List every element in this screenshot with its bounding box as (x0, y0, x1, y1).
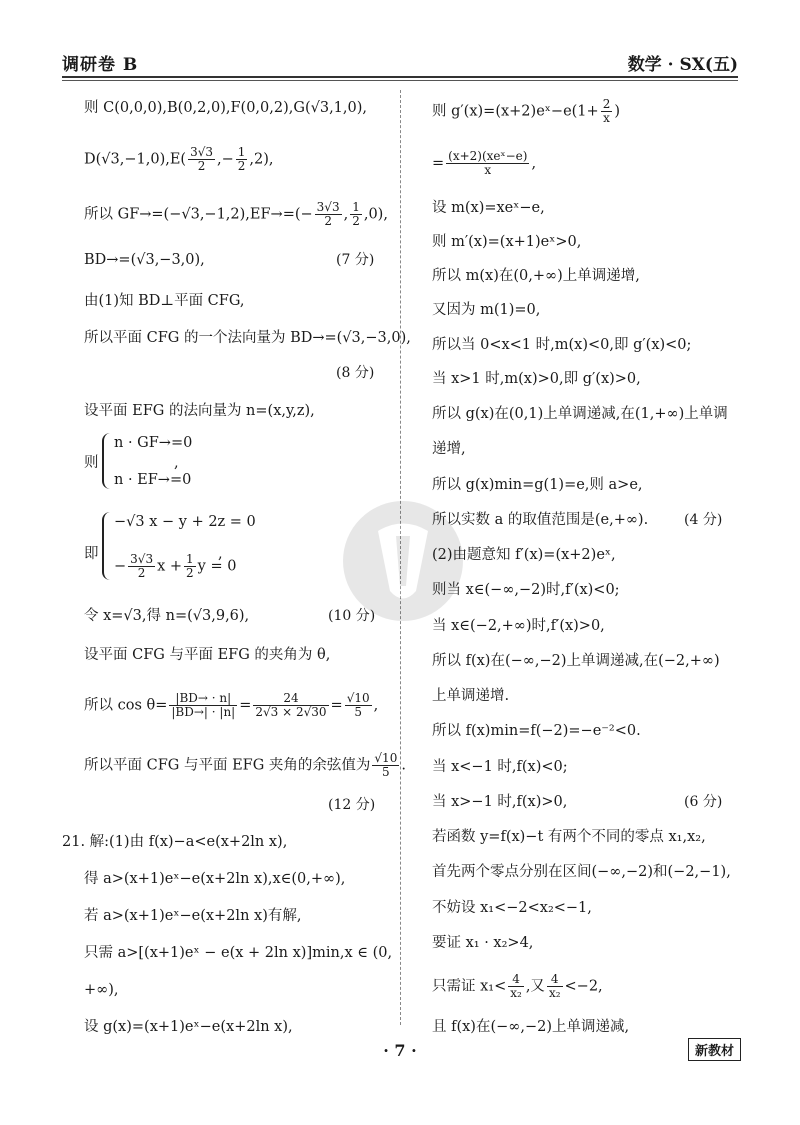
text-line: 则 m′(x)=(x+1)eˣ>0, (432, 234, 582, 250)
text-label: 即 (84, 546, 99, 562)
text-line: 设 g(x)=(x+1)eˣ−e(x+2ln x), (84, 1019, 293, 1035)
text-line: 若函数 y=f(x)−t 有两个不同的零点 x₁,x₂, (432, 829, 706, 845)
text-line (432, 150, 536, 177)
text-line: +∞), (84, 982, 119, 998)
fraction-denominator: x (484, 163, 492, 177)
fraction (188, 146, 215, 173)
score-mark: (6 分) (684, 794, 723, 810)
fraction-numerator: √10 (346, 691, 370, 705)
text-line: 若 a>(x+1)eˣ−e(x+2ln x)有解, (84, 908, 302, 924)
fraction (169, 692, 237, 719)
text-segment: ) (614, 103, 620, 120)
fraction-numerator: 3√3 (130, 552, 154, 566)
header-rule (62, 76, 738, 78)
fraction-numerator: 3√3 (316, 200, 340, 214)
header-title: 调研卷 B (62, 55, 139, 75)
text-segment: ,− (217, 151, 234, 168)
text-line: 则 C(0,0,0),B(0,2,0),F(0,0,2),G(√3,1,0), (84, 100, 368, 116)
text-line: 所以 g(x)在(0,1)上单调递减,在(1,+∞)上单调 (432, 406, 728, 422)
text-label: 则 (84, 455, 99, 471)
text-line: 上单调递增. (432, 688, 510, 704)
fraction-numerator: |BD→ · n| (169, 692, 237, 706)
text-segment: = (432, 155, 445, 172)
fraction-denominator: 5 (382, 765, 390, 779)
fraction-numerator: 2 (602, 97, 611, 111)
fraction (128, 553, 155, 580)
page-header (62, 48, 738, 78)
fraction-numerator: (x+2)(xeˣ−e) (448, 149, 528, 163)
text-line: 首先两个零点分别在区间(−∞,−2)和(−2,−1), (432, 864, 731, 880)
text-line: 21. 解:(1)由 f(x)−a<e(x+2ln x), (62, 834, 288, 850)
score-mark: (7 分) (336, 252, 375, 268)
page-number: · 7 · (383, 1041, 417, 1060)
text-line (432, 98, 620, 125)
text-line: 所以实数 a 的取值范围是(e,+∞). (432, 512, 649, 528)
text-line: 所以平面 CFG 的一个法向量为 BD→=(√3,−3,0), (84, 330, 411, 346)
text-segment: . (401, 757, 406, 774)
text-line: 当 x<−1 时,f(x)<0; (432, 759, 568, 775)
text-segment: , (343, 206, 349, 223)
text-line (84, 146, 274, 173)
text-segment: 所以 GF→=(−√3,−1,2),EF→=(− (84, 206, 313, 223)
text-segment: x + (157, 558, 183, 575)
text-segment: , (531, 155, 537, 172)
fraction (236, 146, 248, 173)
text-segment: = (239, 697, 252, 714)
fraction-denominator: x₂ (510, 986, 522, 1000)
fraction (508, 973, 524, 1000)
text-line: 令 x=√3,得 n=(√3,9,6), (84, 608, 250, 624)
text-line: 所以 f(x)min=f(−2)=−e⁻²<0. (432, 723, 641, 739)
edition-badge: 新教材 (688, 1038, 741, 1061)
text-segment: 所以 cos θ= (84, 697, 168, 714)
fraction-denominator: x (603, 111, 610, 125)
text-segment: = (330, 697, 343, 714)
brace (102, 512, 112, 580)
text-line: 设平面 CFG 与平面 EFG 的夹角为 θ, (84, 647, 331, 663)
text-segment: 则 g′(x)=(x+2)eˣ−e(1+ (432, 103, 599, 120)
fraction (345, 692, 372, 719)
fraction (372, 752, 399, 779)
fraction-denominator: 2 (197, 159, 206, 173)
text-segment: D(√3,−1,0),E( (84, 151, 187, 168)
text-line: 不妨设 x₁<−2<x₂<−1, (432, 900, 592, 916)
text-line: 则当 x∈(−∞,−2)时,f′(x)<0; (432, 582, 620, 598)
text-line: 当 x∈(−2,+∞)时,f′(x)>0, (432, 618, 605, 634)
text-segment: 所以平面 CFG 与平面 EFG 夹角的余弦值为 (84, 757, 371, 774)
fraction (253, 692, 328, 719)
fraction-denominator: 5 (354, 705, 362, 719)
score-mark: (10 分) (328, 608, 376, 624)
text-segment: 只需证 x₁< (432, 978, 507, 995)
text-line: 所以 f(x)在(−∞,−2)上单调递减,在(−2,+∞) (432, 653, 720, 669)
fraction-denominator: 2 (324, 214, 332, 228)
header-rule-thin (62, 80, 738, 81)
fraction (350, 201, 362, 228)
fraction-numerator: 1 (186, 552, 194, 566)
text-line (84, 752, 406, 779)
text-segment: , (218, 546, 223, 562)
text-line: BD→=(√3,−3,0), (84, 252, 205, 268)
text-line: 所以当 0<x<1 时,m(x)<0,即 g′(x)<0; (432, 337, 692, 353)
fraction-numerator: 1 (352, 200, 360, 214)
text-line (84, 692, 378, 719)
text-segment: ,2), (249, 151, 274, 168)
text-segment: ,又 (525, 978, 545, 995)
text-line: 且 f(x)在(−∞,−2)上单调递减, (432, 1019, 630, 1035)
equation: n · GF→=0 (114, 435, 193, 451)
fraction-numerator: 4 (508, 973, 524, 987)
fraction-numerator: 4 (547, 973, 563, 987)
text-line: 所以 m(x)在(0,+∞)上单调递增, (432, 268, 640, 284)
fraction-numerator: 24 (253, 692, 328, 706)
fraction (315, 201, 342, 228)
text-line: 得 a>(x+1)eˣ−e(x+2ln x),x∈(0,+∞), (84, 871, 346, 887)
text-segment: , (373, 697, 379, 714)
fraction (446, 150, 529, 177)
fraction-denominator: 2√3 × 2√30 (255, 705, 327, 719)
text-line: (2)由题意知 f′(x)=(x+2)eˣ, (432, 547, 616, 563)
fraction-denominator: |BD→| · |n| (171, 705, 236, 719)
text-line (84, 201, 388, 228)
fraction (184, 553, 196, 580)
fraction-denominator: 2 (237, 159, 246, 173)
fraction-denominator: x₂ (548, 986, 561, 1000)
fraction-denominator: 2 (186, 566, 194, 580)
text-line: 递增, (432, 441, 466, 457)
score-mark: (8 分) (336, 365, 375, 381)
fraction-numerator: √10 (374, 751, 398, 765)
text-line: 要证 x₁ · x₂>4, (432, 935, 534, 951)
text-segment: − (114, 558, 127, 575)
text-line (432, 973, 603, 1000)
text-line: 设 m(x)=xeˣ−e, (432, 200, 545, 216)
fraction-denominator: 2 (137, 566, 146, 580)
text-line: 所以 g(x)min=g(1)=e,则 a>e, (432, 477, 643, 493)
text-segment: <−2, (564, 978, 603, 995)
fraction (601, 98, 613, 125)
brace (102, 433, 112, 489)
text-segment: y = 0 (197, 558, 237, 575)
text-line: 又因为 m(1)=0, (432, 302, 541, 318)
text-line: 设平面 EFG 的法向量为 n=(x,y,z), (84, 403, 315, 419)
score-mark: (12 分) (328, 797, 376, 813)
fraction-denominator: 2 (352, 214, 360, 228)
text-line: 只需 a>[(x+1)eˣ − e(x + 2ln x)]min,x ∈ (0, (84, 945, 393, 961)
text-line: 由(1)知 BD⊥平面 CFG, (84, 293, 245, 309)
fraction (547, 973, 563, 1000)
equation: −√3 x − y + 2z = 0 (114, 514, 256, 530)
header-subject: 数学 · SX(五) (627, 55, 738, 75)
fraction-numerator: 1 (237, 145, 246, 159)
score-mark: (4 分) (684, 512, 723, 528)
text-line: 当 x>1 时,m(x)>0,即 g′(x)>0, (432, 371, 641, 387)
text-line: 当 x>−1 时,f(x)>0, (432, 794, 568, 810)
equation: n · EF→=0 (114, 472, 192, 488)
text-segment: , (174, 455, 179, 471)
fraction-numerator: 3√3 (190, 145, 213, 159)
text-segment: ,0), (363, 206, 388, 223)
